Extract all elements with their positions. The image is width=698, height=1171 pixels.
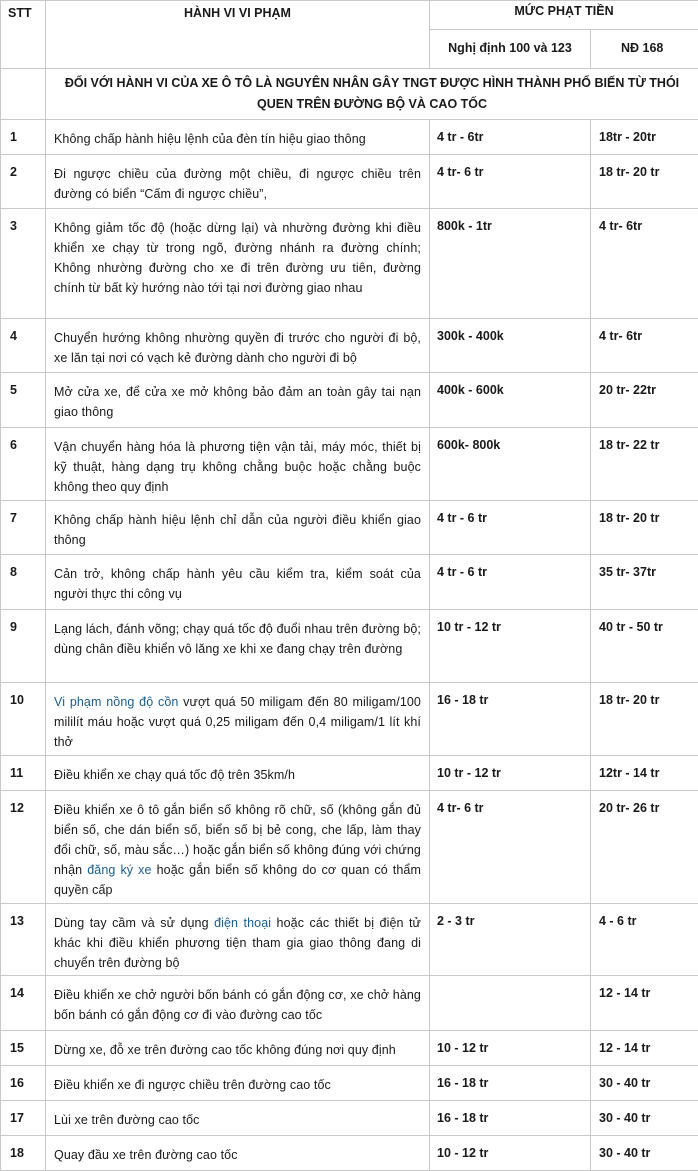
row-description: Điều khiển xe chạy quá tốc độ trên 35km/h [46, 756, 430, 791]
row-old-fine: 16 - 18 tr [430, 1066, 591, 1101]
link-dien-thoai[interactable]: điện thoại [214, 916, 272, 930]
row-old-fine: 10 tr - 12 tr [430, 610, 591, 683]
table-row [1, 976, 698, 1031]
row-stt: 17 [1, 1101, 46, 1136]
row-stt: 4 [1, 319, 46, 373]
row-old-fine: 16 - 18 tr [430, 683, 591, 756]
col-header-violation: HÀNH VI VI PHẠM [46, 1, 430, 69]
row-old-fine: 10 - 12 tr [430, 1136, 591, 1171]
row-description [46, 683, 430, 756]
row-stt: 3 [1, 209, 46, 319]
table-row [1, 120, 698, 155]
row-stt: 13 [1, 904, 46, 976]
table-row [1, 428, 698, 501]
table-row [1, 1066, 698, 1101]
table-row [1, 319, 698, 373]
row-description: Mở cửa xe, để cửa xe mở không bảo đảm an toàn gây tai nạn giao thông [46, 373, 430, 428]
row-old-fine: 4 tr - 6 tr [430, 501, 591, 555]
row-description [46, 791, 430, 904]
row-description: Chuyển hướng không nhường quyền đi trước cho người đi bộ, xe lăn tại nơi có vạch kẻ đường dành cho người đi bộ [46, 319, 430, 373]
table-row [1, 756, 698, 791]
row-old-fine: 400k - 600k [430, 373, 591, 428]
row-new-fine: 12 - 14 tr [591, 976, 698, 1031]
row-description: Không chấp hành hiệu lệnh chỉ dẫn của người điều khiển giao thông [46, 501, 430, 555]
row-old-fine: 300k - 400k [430, 319, 591, 373]
row-stt: 16 [1, 1066, 46, 1101]
row-new-fine: 40 tr - 50 tr [591, 610, 698, 683]
row-new-fine: 4 tr- 6tr [591, 319, 698, 373]
row-stt: 11 [1, 756, 46, 791]
table-row [1, 1101, 698, 1136]
col-header-old-decree: Nghị định 100 và 123 [430, 30, 591, 69]
row-old-fine: 4 tr- 6 tr [430, 791, 591, 904]
section-title: ĐỐI VỚI HÀNH VI CỦA XE Ô TÔ LÀ NGUYÊN NHÂN GÂY TNGT ĐƯỢC HÌNH THÀNH PHỔ BIẾN TỪ THÓI QUEN TRÊN ĐƯỜNG BỘ VÀ CAO TỐC [46, 69, 698, 120]
row-old-fine: 800k - 1tr [430, 209, 591, 319]
row-stt: 18 [1, 1136, 46, 1171]
row-new-fine: 30 - 40 tr [591, 1101, 698, 1136]
row-new-fine: 30 - 40 tr [591, 1136, 698, 1171]
row-description: Lùi xe trên đường cao tốc [46, 1101, 430, 1136]
col-header-fine: MỨC PHẠT TIỀN [430, 1, 698, 30]
row-new-fine: 12 - 14 tr [591, 1031, 698, 1066]
row-new-fine: 18 tr- 20 tr [591, 501, 698, 555]
row-stt: 8 [1, 555, 46, 610]
row-description: Không giảm tốc độ (hoặc dừng lại) và nhường đường khi điều khiển xe chạy từ trong ngõ, đường nhánh ra đường chính; Không nhường đường cho xe đi trên đường ưu tiên, đường chính từ bất kỳ hướng nào tới tại nơi đường giao nhau [46, 209, 430, 319]
table-row [1, 501, 698, 555]
table-row [1, 555, 698, 610]
row-old-fine: 4 tr - 6tr [430, 120, 591, 155]
row-stt: 6 [1, 428, 46, 501]
table-row [1, 1031, 698, 1066]
row-description-text: vượt quá 50 miligam đến 80 miligam/100 mililít máu hoặc vượt quá 0,25 miligam đến 0,4 miligam/1 lít khí thở [54, 695, 421, 749]
section-empty-cell [1, 69, 46, 120]
row-stt: 9 [1, 610, 46, 683]
row-description: Đi ngược chiều của đường một chiều, đi ngược chiều trên đường có biển “Cấm đi ngược chiều”, [46, 155, 430, 209]
section-row [1, 69, 698, 120]
row-description-text: hoặc gắn biển số không do cơ quan có thẩm quyền cấp [54, 863, 421, 897]
row-stt: 14 [1, 976, 46, 1031]
header-row [1, 1, 698, 30]
row-old-fine: 600k- 800k [430, 428, 591, 501]
col-header-new-decree: NĐ 168 [591, 30, 698, 69]
table-row [1, 683, 698, 756]
table-row [1, 155, 698, 209]
row-stt: 5 [1, 373, 46, 428]
row-description: Dừng xe, đỗ xe trên đường cao tốc không đúng nơi quy định [46, 1031, 430, 1066]
row-stt: 15 [1, 1031, 46, 1066]
row-description: Điều khiển xe chở người bốn bánh có gắn động cơ, xe chở hàng bốn bánh có gắn động cơ đi vào đường cao tốc [46, 976, 430, 1031]
table-row [1, 791, 698, 904]
row-new-fine: 18 tr- 20 tr [591, 683, 698, 756]
row-stt: 10 [1, 683, 46, 756]
table-row [1, 610, 698, 683]
row-new-fine: 18 tr- 22 tr [591, 428, 698, 501]
row-description: Cản trở, không chấp hành yêu cầu kiểm tra, kiểm soát của người thực thi công vụ [46, 555, 430, 610]
row-description: Không chấp hành hiệu lệnh của đèn tín hiệu giao thông [46, 120, 430, 155]
row-new-fine: 4 - 6 tr [591, 904, 698, 976]
row-description: Điều khiển xe đi ngược chiều trên đường cao tốc [46, 1066, 430, 1101]
row-stt: 7 [1, 501, 46, 555]
row-description-text: Điều khiển xe ô tô gắn biển số không rõ chữ, số (không gắn đủ biển số, che dán biển số, biển số bị bẻ cong, che lấp, làm thay đổi chữ, số, màu sắc…) hoặc gắn biển số không đúng với chứng nhận [54, 803, 421, 877]
row-stt: 1 [1, 120, 46, 155]
row-old-fine [430, 976, 591, 1031]
table-row [1, 1136, 698, 1171]
row-new-fine: 4 tr- 6tr [591, 209, 698, 319]
table-row [1, 209, 698, 319]
row-description: Vận chuyển hàng hóa là phương tiện vận tải, máy móc, thiết bị kỹ thuật, hàng dạng trụ không chằng buộc hoặc chằng buộc không theo quy định [46, 428, 430, 501]
row-new-fine: 20 tr- 22tr [591, 373, 698, 428]
col-header-stt: STT [1, 1, 46, 69]
row-old-fine: 10 - 12 tr [430, 1031, 591, 1066]
row-stt: 12 [1, 791, 46, 904]
link-nong-do-con[interactable]: Vi phạm nồng độ cồn [54, 695, 179, 709]
row-old-fine: 2 - 3 tr [430, 904, 591, 976]
link-dang-ky-xe[interactable]: đăng ký xe [87, 863, 152, 877]
row-new-fine: 20 tr- 26 tr [591, 791, 698, 904]
row-old-fine: 10 tr - 12 tr [430, 756, 591, 791]
row-description-text: hoặc các thiết bị điện tử khác khi điều khiển phương tiện tham gia giao thông đang di chuyển trên đường bộ [54, 916, 421, 970]
row-new-fine: 18 tr- 20 tr [591, 155, 698, 209]
row-description-text: Dùng tay cầm và sử dụng [54, 916, 215, 930]
row-description: Lạng lách, đánh võng; chạy quá tốc độ đuổi nhau trên đường bộ; dùng chân điều khiển vô lăng xe khi xe đang chạy trên đường [46, 610, 430, 683]
row-description: Quay đầu xe trên đường cao tốc [46, 1136, 430, 1171]
row-stt: 2 [1, 155, 46, 209]
row-old-fine: 16 - 18 tr [430, 1101, 591, 1136]
row-new-fine: 12tr - 14 tr [591, 756, 698, 791]
row-new-fine: 35 tr- 37tr [591, 555, 698, 610]
row-new-fine: 30 - 40 tr [591, 1066, 698, 1101]
row-old-fine: 4 tr- 6 tr [430, 155, 591, 209]
row-old-fine: 4 tr - 6 tr [430, 555, 591, 610]
table-row [1, 904, 698, 976]
row-description [46, 904, 430, 976]
table-row [1, 373, 698, 428]
row-new-fine: 18tr - 20tr [591, 120, 698, 155]
